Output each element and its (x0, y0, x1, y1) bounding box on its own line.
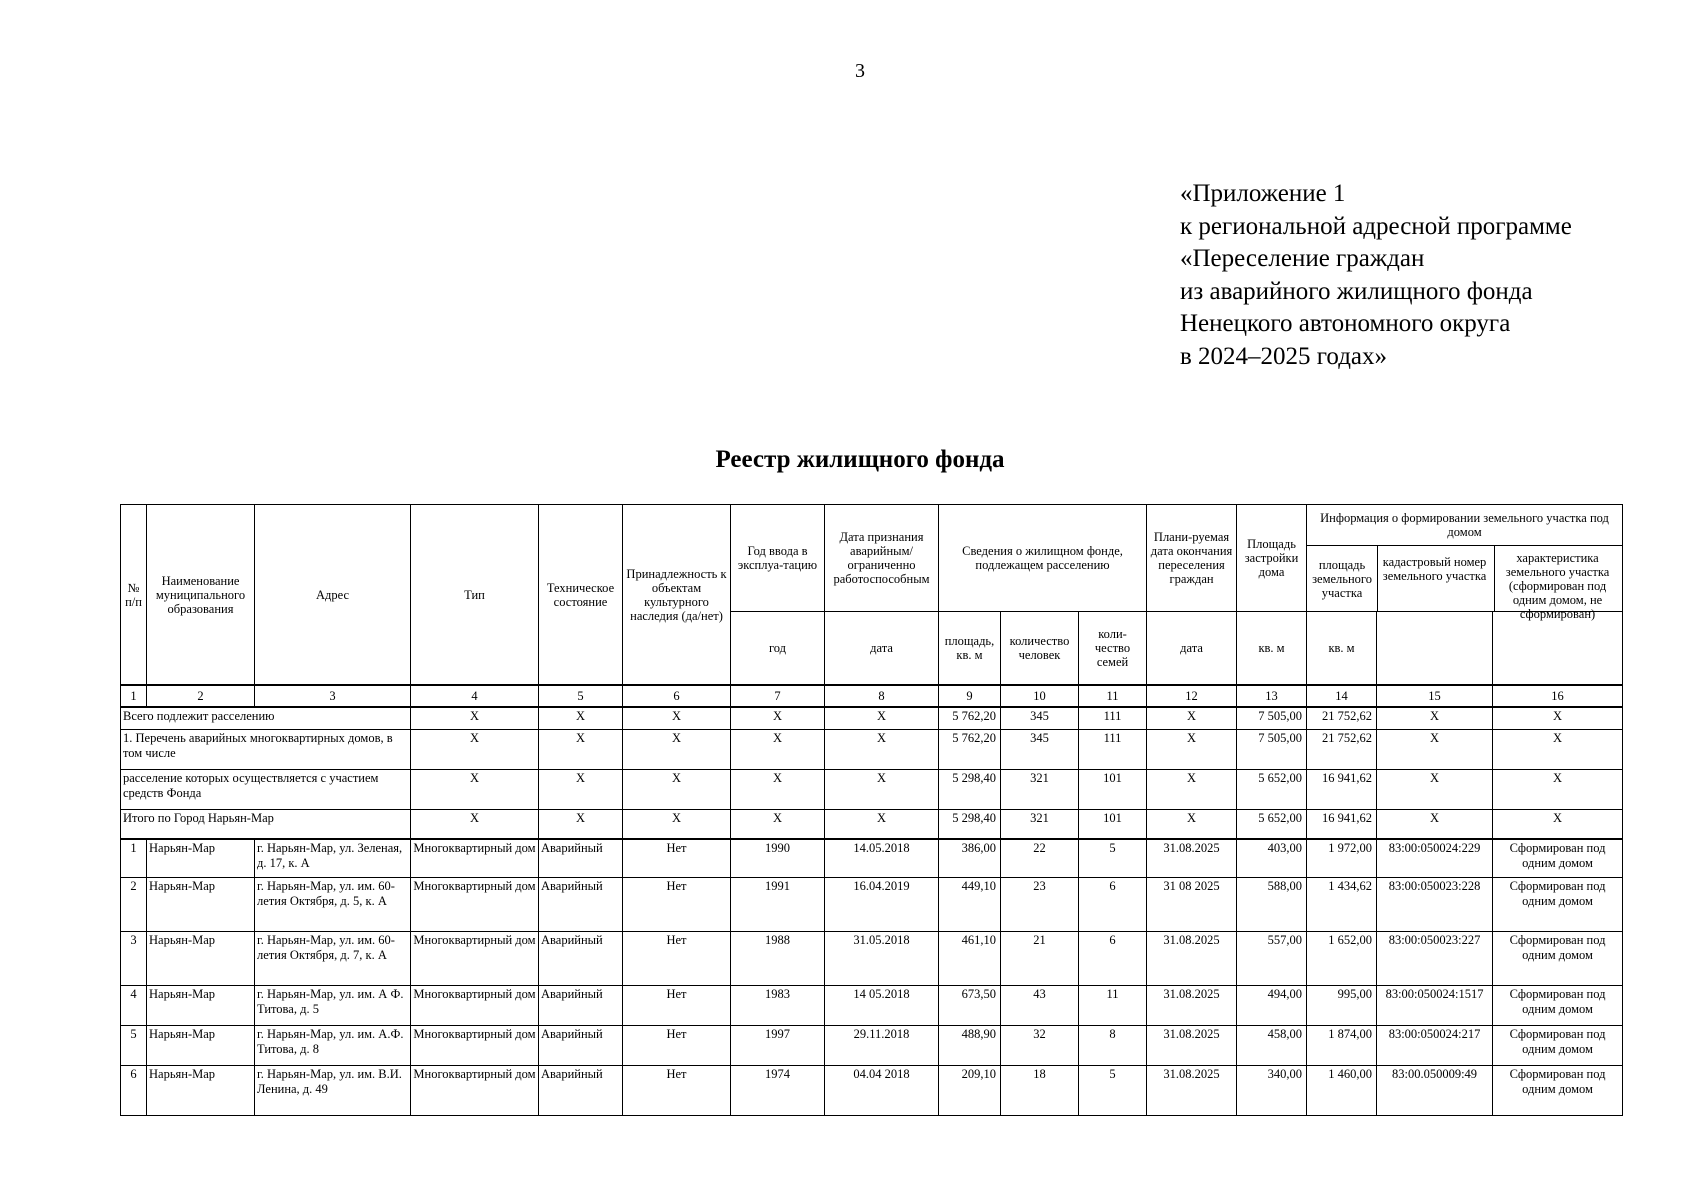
row-type: Многоквартирный дом (411, 839, 539, 877)
row-area: 449,10 (939, 877, 1001, 931)
col-number: 8 (825, 685, 939, 707)
row-people: 21 (1001, 931, 1079, 985)
header-cadastral: кадастровый номер земельного участка (1382, 555, 1487, 583)
row-planned: 31.08.2025 (1147, 985, 1237, 1025)
appendix-line: «Приложение 1 (1180, 180, 1346, 207)
summary-building-area: 7 505,00 (1237, 729, 1307, 769)
row-cadastral: 83:00.050009:49 (1377, 1065, 1493, 1115)
summary-type: X (411, 769, 539, 809)
row-planned: 31.08.2025 (1147, 839, 1237, 877)
row-people: 43 (1001, 985, 1079, 1025)
header-families: коли-чество семей (1079, 612, 1147, 686)
header-land-char-cell (1493, 551, 1623, 686)
header-address: Адрес (255, 505, 411, 686)
row-building-area: 557,00 (1237, 931, 1307, 985)
row-heritage: Нет (623, 877, 731, 931)
summary-land-char: X (1493, 729, 1623, 769)
summary-row (121, 707, 1623, 729)
header-year-built: Год ввода в эксплуа-тацию (731, 505, 825, 612)
page-number: 3 (855, 60, 865, 82)
row-area: 488,90 (939, 1025, 1001, 1065)
document-title: Реестр жилищного фонда (715, 446, 1005, 473)
summary-people: 345 (1001, 729, 1079, 769)
summary-planned: X (1147, 729, 1237, 769)
row-year: 1988 (731, 931, 825, 985)
header-building-area: Площадь застройки дома (1237, 505, 1307, 612)
summary-cadastral: X (1377, 729, 1493, 769)
row-date: 14.05.2018 (825, 839, 939, 877)
row-condition: Аварийный (539, 839, 623, 877)
row-land-area: 1 460,00 (1307, 1065, 1377, 1115)
row-date: 14 05.2018 (825, 985, 939, 1025)
summary-year: X (731, 769, 825, 809)
row-planned: 31.08.2025 (1147, 1025, 1237, 1065)
row-condition: Аварийный (539, 931, 623, 985)
row-address: г. Нарьян-Мар, ул. им. А.Ф. Титова, д. 8 (255, 1025, 411, 1065)
row-area: 386,00 (939, 839, 1001, 877)
row-date: 29.11.2018 (825, 1025, 939, 1065)
col-number: 9 (939, 685, 1001, 707)
col-number: 12 (1147, 685, 1237, 707)
col-number: 15 (1377, 685, 1493, 707)
col-number: 14 (1307, 685, 1377, 707)
summary-condition: X (539, 809, 623, 839)
header-condition: Техническое состояние (539, 505, 623, 686)
row-people: 18 (1001, 1065, 1079, 1115)
row-area: 209,10 (939, 1065, 1001, 1115)
table-row (121, 1065, 1623, 1115)
col-number: 6 (623, 685, 731, 707)
row-heritage: Нет (623, 1065, 731, 1115)
row-address: г. Нарьян-Мар, ул. им. В.И. Ленина, д. 49 (255, 1065, 411, 1115)
row-date: 16.04.2019 (825, 877, 939, 931)
col-number: 1 (121, 685, 147, 707)
summary-heritage: X (623, 809, 731, 839)
header-year-sub: год (731, 612, 825, 686)
summary-area: 5 762,20 (939, 707, 1001, 729)
row-people: 23 (1001, 877, 1079, 931)
summary-date: X (825, 769, 939, 809)
summary-families: 111 (1079, 707, 1147, 729)
appendix-line: из аварийного жилищного фонда (1180, 277, 1533, 305)
row-building-area: 494,00 (1237, 985, 1307, 1025)
row-land-char: Сформирован под одним домом (1493, 985, 1623, 1025)
row-num: 1 (121, 839, 147, 877)
header-heritage: Принадлежность к объектам культурного наследия (да/нет) (623, 505, 731, 686)
col-number: 11 (1079, 685, 1147, 707)
row-type: Многоквартирный дом (411, 1065, 539, 1115)
summary-condition: X (539, 729, 623, 769)
summary-families: 111 (1079, 729, 1147, 769)
header-planned-date: Плани-руемая дата окончания переселения граждан (1147, 505, 1237, 612)
housing-registry-table (120, 504, 1623, 1116)
summary-planned: X (1147, 769, 1237, 809)
header-area: площадь, кв. м (939, 612, 1001, 686)
row-cadastral: 83:00:050023:227 (1377, 931, 1493, 985)
summary-building-area: 5 652,00 (1237, 809, 1307, 839)
summary-families: 101 (1079, 809, 1147, 839)
table-row (121, 839, 1623, 877)
row-num: 5 (121, 1025, 147, 1065)
header-building-area-sub: кв. м (1237, 612, 1307, 686)
row-num: 6 (121, 1065, 147, 1115)
summary-heritage: X (623, 707, 731, 729)
summary-date: X (825, 707, 939, 729)
summary-year: X (731, 809, 825, 839)
summary-land-area: 21 752,62 (1307, 729, 1377, 769)
header-num: № п/п (121, 505, 147, 686)
col-number: 4 (411, 685, 539, 707)
row-address: г. Нарьян-Мар, ул. Зеленая, д. 17, к. А (255, 839, 411, 877)
row-families: 6 (1079, 931, 1147, 985)
header-planned-sub: дата (1147, 612, 1237, 686)
row-type: Многоквартирный дом (411, 985, 539, 1025)
row-heritage: Нет (623, 985, 731, 1025)
row-area: 673,50 (939, 985, 1001, 1025)
summary-date: X (825, 729, 939, 769)
summary-heritage: X (623, 769, 731, 809)
summary-date: X (825, 809, 939, 839)
row-land-char: Сформирован под одним домом (1493, 877, 1623, 931)
row-num: 3 (121, 931, 147, 985)
header-housing-info: Сведения о жилищном фонде, подлежащем расселению (939, 505, 1147, 612)
row-planned: 31.08.2025 (1147, 931, 1237, 985)
row-address: г. Нарьян-Мар, ул. им. 60-летия Октября, д. 7, к. А (255, 931, 411, 985)
summary-land-area: 21 752,62 (1307, 707, 1377, 729)
summary-label: расселение которых осуществляется с участием средств Фонда (121, 769, 411, 809)
row-year: 1983 (731, 985, 825, 1025)
row-land-area: 995,00 (1307, 985, 1377, 1025)
row-year: 1990 (731, 839, 825, 877)
row-type: Многоквартирный дом (411, 1025, 539, 1065)
summary-planned: X (1147, 707, 1237, 729)
row-condition: Аварийный (539, 1065, 623, 1115)
summary-cadastral: X (1377, 769, 1493, 809)
row-year: 1974 (731, 1065, 825, 1115)
row-municipality: Нарьян-Мар (147, 985, 255, 1025)
row-building-area: 458,00 (1237, 1025, 1307, 1065)
summary-land-area: 16 941,62 (1307, 809, 1377, 839)
summary-row (121, 809, 1623, 839)
row-land-char: Сформирован под одним домом (1493, 839, 1623, 877)
row-num: 2 (121, 877, 147, 931)
col-number: 5 (539, 685, 623, 707)
row-building-area: 403,00 (1237, 839, 1307, 877)
row-land-char: Сформирован под одним домом (1493, 1065, 1623, 1115)
row-land-area: 1 874,00 (1307, 1025, 1377, 1065)
summary-year: X (731, 729, 825, 769)
row-building-area: 588,00 (1237, 877, 1307, 931)
row-planned: 31 08 2025 (1147, 877, 1237, 931)
row-planned: 31.08.2025 (1147, 1065, 1237, 1115)
row-heritage: Нет (623, 931, 731, 985)
summary-type: X (411, 809, 539, 839)
row-land-area: 1 652,00 (1307, 931, 1377, 985)
appendix-line: к региональной адресной программе (1180, 212, 1572, 240)
row-families: 8 (1079, 1025, 1147, 1065)
row-building-area: 340,00 (1237, 1065, 1307, 1115)
appendix-line: Ненецкого автономного округа (1180, 310, 1511, 337)
row-families: 6 (1079, 877, 1147, 931)
appendix-heading (1180, 178, 1660, 373)
row-cadastral: 83:00:050024:1517 (1377, 985, 1493, 1025)
col-number: 2 (147, 685, 255, 707)
summary-label: Итого по Город Нарьян-Мар (121, 809, 411, 839)
col-number: 3 (255, 685, 411, 707)
header-cadastral-cell (1377, 555, 1493, 686)
row-type: Многоквартирный дом (411, 877, 539, 931)
summary-families: 101 (1079, 769, 1147, 809)
col-number: 7 (731, 685, 825, 707)
summary-row (121, 769, 1623, 809)
row-date: 31.05.2018 (825, 931, 939, 985)
table-row (121, 1025, 1623, 1065)
row-land-area: 1 434,62 (1307, 877, 1377, 931)
table-row (121, 931, 1623, 985)
summary-building-area: 7 505,00 (1237, 707, 1307, 729)
row-municipality: Нарьян-Мар (147, 877, 255, 931)
summary-row (121, 729, 1623, 769)
col-number: 16 (1493, 685, 1623, 707)
row-condition: Аварийный (539, 985, 623, 1025)
summary-building-area: 5 652,00 (1237, 769, 1307, 809)
summary-area: 5 298,40 (939, 809, 1001, 839)
row-land-char: Сформирован под одним домом (1493, 1025, 1623, 1065)
summary-condition: X (539, 707, 623, 729)
row-families: 5 (1079, 839, 1147, 877)
summary-people: 345 (1001, 707, 1079, 729)
row-condition: Аварийный (539, 877, 623, 931)
row-type: Многоквартирный дом (411, 931, 539, 985)
header-land-info: Информация о формировании земельного участка под домом (1307, 505, 1622, 546)
row-cadastral: 83:00:050024:217 (1377, 1025, 1493, 1065)
summary-cadastral: X (1377, 707, 1493, 729)
summary-label: 1. Перечень аварийных многоквартирных домов, в том числе (121, 729, 411, 769)
row-condition: Аварийный (539, 1025, 623, 1065)
header-municipality: Наименование муниципального образования (147, 505, 255, 686)
appendix-line: в 2024–2025 годах» (1180, 342, 1388, 370)
summary-type: X (411, 707, 539, 729)
summary-planned: X (1147, 809, 1237, 839)
col-number: 13 (1237, 685, 1307, 707)
row-municipality: Нарьян-Мар (147, 1025, 255, 1065)
summary-label: Всего подлежит расселению (121, 707, 411, 729)
summary-area: 5 762,20 (939, 729, 1001, 769)
summary-heritage: X (623, 729, 731, 769)
table-row (121, 985, 1623, 1025)
row-date: 04.04 2018 (825, 1065, 939, 1115)
row-address: г. Нарьян-Мар, ул. им. 60-летия Октября, д. 5, к. А (255, 877, 411, 931)
row-land-char: Сформирован под одним домом (1493, 931, 1623, 985)
header-people: количество человек (1001, 612, 1079, 686)
row-families: 11 (1079, 985, 1147, 1025)
row-heritage: Нет (623, 839, 731, 877)
col-number: 10 (1001, 685, 1079, 707)
row-people: 32 (1001, 1025, 1079, 1065)
summary-cadastral: X (1377, 809, 1493, 839)
summary-people: 321 (1001, 769, 1079, 809)
appendix-line: «Переселение граждан (1180, 245, 1425, 272)
summary-condition: X (539, 769, 623, 809)
row-year: 1991 (731, 877, 825, 931)
summary-year: X (731, 707, 825, 729)
row-year: 1997 (731, 1025, 825, 1065)
summary-land-char: X (1493, 769, 1623, 809)
row-land-area: 1 972,00 (1307, 839, 1377, 877)
summary-area: 5 298,40 (939, 769, 1001, 809)
row-municipality: Нарьян-Мар (147, 931, 255, 985)
header-land-area: площадь земельного участка (1307, 546, 1378, 611)
header-date-sub: дата (825, 612, 939, 686)
summary-land-char: X (1493, 809, 1623, 839)
row-families: 5 (1079, 1065, 1147, 1115)
header-land-char: характеристика земельного участка (сформирован под одним домом, не сформирован) (1505, 551, 1610, 621)
row-people: 22 (1001, 839, 1079, 877)
row-heritage: Нет (623, 1025, 731, 1065)
header-land-area-sub: кв. м (1307, 612, 1377, 686)
table-row (121, 877, 1623, 931)
row-municipality: Нарьян-Мар (147, 839, 255, 877)
row-municipality: Нарьян-Мар (147, 1065, 255, 1115)
row-cadastral: 83:00:050023:228 (1377, 877, 1493, 931)
row-num: 4 (121, 985, 147, 1025)
row-address: г. Нарьян-Мар, ул. им. А Ф. Титова, д. 5 (255, 985, 411, 1025)
header-emergency-date: Дата признания аварийным/ ограниченно работоспособным (825, 505, 939, 612)
summary-people: 321 (1001, 809, 1079, 839)
summary-type: X (411, 729, 539, 769)
row-area: 461,10 (939, 931, 1001, 985)
header-type: Тип (411, 505, 539, 686)
summary-land-char: X (1493, 707, 1623, 729)
row-cadastral: 83:00:050024:229 (1377, 839, 1493, 877)
summary-land-area: 16 941,62 (1307, 769, 1377, 809)
